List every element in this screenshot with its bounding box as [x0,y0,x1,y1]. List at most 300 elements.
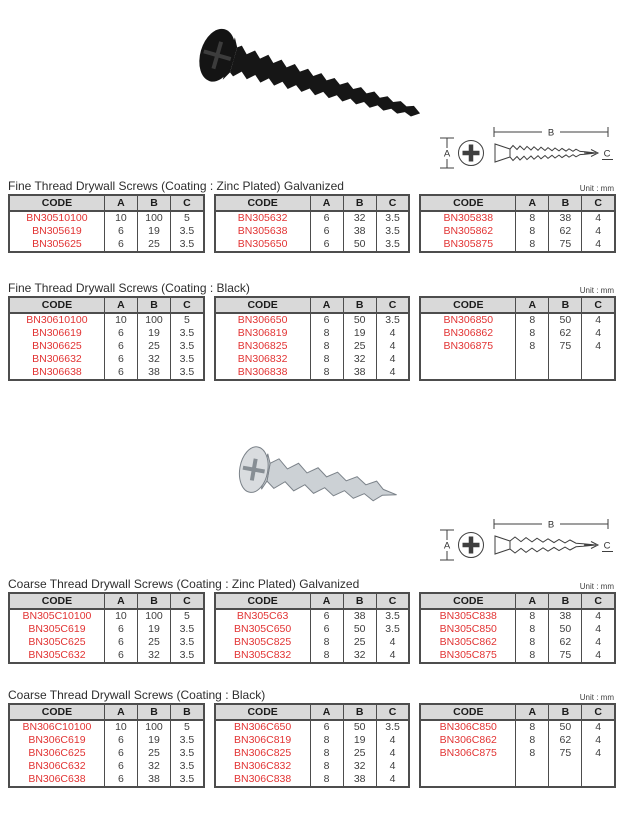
column-header: CODE [420,195,515,211]
value-cell: 8 [516,609,549,623]
column-header: C [582,704,615,720]
code-cell: BN305650 [237,238,288,250]
code-cell: BN305C832 [234,649,292,661]
column-header: B [343,297,376,313]
table-row [9,636,204,649]
table-row [215,238,410,252]
table-row [420,367,615,380]
table-row [420,313,615,327]
column-header: CODE [9,195,104,211]
value-cell: 3.5 [171,623,204,636]
table-row [215,773,410,787]
table-row [9,609,204,623]
value-cell: 4 [582,238,615,252]
column-header: CODE [420,593,515,609]
value-cell [516,761,549,774]
table-row [420,623,615,636]
section-title: Coarse Thread Drywall Screws (Coating : Zinc Plated) Galvanized [8,577,360,591]
code-cell: BN305C850 [439,623,497,635]
value-cell: 3.5 [376,609,409,623]
value-cell: 38 [343,773,376,787]
value-cell: 32 [137,760,170,773]
table-row [215,747,410,760]
section-title: Fine Thread Drywall Screws (Coating : Black) [8,281,250,295]
product-table [214,194,411,253]
value-cell [582,761,615,774]
table-row [9,353,204,366]
column-header: CODE [9,704,104,720]
value-cell: 8 [310,734,343,747]
code-cell: BN306638 [32,366,82,378]
value-cell: 4 [376,747,409,760]
code-cell: BN306825 [237,340,288,352]
table-row [9,366,204,380]
dim-label-b: B [547,519,555,531]
value-cell: 4 [376,734,409,747]
value-cell: 8 [310,327,343,340]
value-cell: 3.5 [171,649,204,663]
value-cell: 10 [104,313,137,327]
column-header: C [171,195,204,211]
value-cell: 100 [137,609,170,623]
column-header: A [310,297,343,313]
value-cell: 4 [582,623,615,636]
code-cell: BN306C832 [234,760,292,772]
column-header: A [516,297,549,313]
header-row [215,704,410,720]
column-header: C [171,297,204,313]
unit-label: Unit : mm [579,184,614,193]
value-cell: 8 [310,760,343,773]
table-row [420,238,615,252]
value-cell: 6 [104,760,137,773]
column-header: CODE [215,704,310,720]
code-cell [420,761,515,774]
code-cell: BN306875 [443,340,494,353]
dim-label-b: B [547,127,555,139]
code-cell: BN305C838 [439,610,497,622]
value-cell: 3.5 [376,211,409,225]
section-title: Coarse Thread Drywall Screws (Coating : Black) [8,688,266,702]
value-cell: 4 [582,734,615,747]
value-cell: 4 [376,636,409,649]
column-header: C [376,195,409,211]
table-row [420,225,615,238]
value-cell: 6 [310,313,343,327]
unit-label: Unit : mm [579,693,614,702]
value-cell: 62 [549,327,582,340]
value-cell: 32 [343,649,376,663]
header-row [9,593,204,609]
column-header: C [171,593,204,609]
unit-label: Unit : mm [579,582,614,591]
column-header: B [549,593,582,609]
value-cell: 6 [104,636,137,649]
code-cell: BN306C838 [234,773,292,785]
value-cell: 50 [343,720,376,734]
value-cell: 6 [104,340,137,353]
code-cell: BN306C819 [234,734,292,746]
column-header: CODE [215,593,310,609]
value-cell: 32 [137,353,170,366]
value-cell [549,761,582,774]
value-cell: 75 [549,340,582,353]
value-cell: 25 [137,747,170,760]
value-cell: 32 [137,649,170,663]
value-cell: 19 [137,623,170,636]
value-cell: 8 [310,366,343,380]
section-fine-zinc [8,180,616,253]
value-cell: 3.5 [376,238,409,252]
value-cell: 19 [137,225,170,238]
value-cell: 4 [582,636,615,649]
header-row [215,593,410,609]
dim-label-a: A [443,148,451,160]
column-header: B [549,297,582,313]
table-row [420,774,615,787]
value-cell: 4 [376,649,409,663]
value-cell: 19 [343,734,376,747]
value-cell: 4 [582,649,615,663]
table-row [9,720,204,734]
code-cell: BN306619 [32,327,82,339]
value-cell: 75 [549,238,582,252]
column-header: A [104,593,137,609]
code-cell: BN306C10100 [22,721,92,733]
value-cell: 19 [137,734,170,747]
value-cell: 6 [104,623,137,636]
value-cell: 3.5 [171,238,204,252]
value-cell: 75 [549,649,582,663]
product-table [214,296,411,381]
column-header: B [549,195,582,211]
value-cell: 4 [582,313,615,327]
value-cell: 32 [343,353,376,366]
header-row [215,297,410,313]
column-header: A [310,593,343,609]
code-cell: BN305875 [443,238,494,250]
product-table [8,703,205,788]
value-cell: 3.5 [376,720,409,734]
column-header: B [343,195,376,211]
product-table [8,194,205,253]
code-cell: BN306C850 [439,721,497,734]
column-header: B [171,704,204,720]
table-row [215,760,410,773]
code-cell: BN305619 [32,225,82,237]
value-cell: 6 [310,211,343,225]
value-cell: 6 [310,238,343,252]
black-drywall-screw-photo [183,12,423,122]
code-cell: BN30510100 [26,212,88,224]
column-header: CODE [9,593,104,609]
table-row [215,609,410,623]
code-cell: BN306C862 [439,734,497,747]
value-cell: 6 [104,366,137,380]
value-cell: 6 [310,225,343,238]
column-header: A [516,593,549,609]
table-row [9,340,204,353]
column-header: A [310,704,343,720]
column-header: A [310,195,343,211]
value-cell: 6 [104,225,137,238]
value-cell: 8 [516,313,549,327]
table-row [9,327,204,340]
value-cell: 3.5 [171,353,204,366]
header-row [9,297,204,313]
value-cell: 32 [343,760,376,773]
code-cell: BN306C619 [28,734,86,746]
unit-label: Unit : mm [579,286,614,295]
black-screw-image [183,12,423,122]
header-row [420,195,615,211]
table-row [420,340,615,353]
value-cell: 6 [310,720,343,734]
table-row [215,353,410,366]
value-cell [582,774,615,787]
code-cell: BN305C862 [439,636,497,648]
value-cell: 8 [516,327,549,340]
column-header: B [137,297,170,313]
table-row [215,366,410,380]
code-cell: BN30610100 [26,314,88,326]
dimension-diagram-fine [437,122,617,174]
table-row [420,327,615,340]
section-title: Fine Thread Drywall Screws (Coating : Zinc Plated) Galvanized [8,179,344,193]
code-cell: BN306832 [237,353,288,365]
table-row [9,760,204,773]
code-cell [420,367,515,380]
product-table [8,296,205,381]
column-header: CODE [9,297,104,313]
value-cell: 3.5 [171,636,204,649]
value-cell: 38 [343,366,376,380]
table-row [420,354,615,367]
value-cell: 8 [310,649,343,663]
table-row [9,211,204,225]
product-table [419,592,616,664]
value-cell: 100 [137,720,170,734]
table-row [420,211,615,225]
value-cell: 6 [104,353,137,366]
value-cell [549,354,582,367]
column-header: B [343,593,376,609]
table-row [215,649,410,663]
header-row [420,704,615,720]
code-cell: BN306819 [237,327,288,339]
dim-label-c: C [603,540,611,552]
value-cell: 4 [376,773,409,787]
code-cell: BN305C825 [234,636,292,648]
value-cell: 8 [516,225,549,238]
table-row [9,623,204,636]
value-cell: 8 [516,211,549,225]
table-row [420,761,615,774]
table-row [420,734,615,747]
value-cell: 6 [310,609,343,623]
product-table [419,194,616,253]
value-cell: 38 [549,609,582,623]
column-header: C [582,593,615,609]
value-cell: 4 [582,225,615,238]
table-row [9,225,204,238]
code-cell: BN306C625 [28,747,86,759]
value-cell: 25 [137,340,170,353]
code-cell: BN306632 [32,353,82,365]
column-header: A [104,297,137,313]
table-row [9,238,204,252]
value-cell: 100 [137,211,170,225]
product-table [214,703,411,788]
code-cell: BN305C10100 [22,610,92,622]
value-cell: 8 [310,773,343,787]
code-cell [420,354,515,367]
value-cell: 3.5 [376,623,409,636]
code-cell: BN306838 [237,366,288,378]
value-cell: 6 [104,649,137,663]
value-cell: 5 [171,609,204,623]
value-cell: 25 [343,340,376,353]
section-fine-black [8,282,616,381]
value-cell: 50 [343,623,376,636]
value-cell: 19 [343,327,376,340]
value-cell: 10 [104,211,137,225]
value-cell: 62 [549,636,582,649]
table-row [9,747,204,760]
value-cell: 38 [137,773,170,787]
code-cell: BN306625 [32,340,82,352]
value-cell: 38 [549,211,582,225]
value-cell: 3.5 [171,773,204,787]
code-cell: BN306650 [237,314,288,326]
section-coarse-black [8,689,616,788]
value-cell: 6 [104,327,137,340]
value-cell: 25 [137,636,170,649]
table-row [215,225,410,238]
header-row [9,195,204,211]
code-cell: BN305632 [237,212,288,224]
code-cell: BN306C875 [439,747,497,760]
column-header: A [516,704,549,720]
value-cell: 8 [310,747,343,760]
value-cell: 3.5 [376,313,409,327]
column-header: B [549,704,582,720]
value-cell: 4 [376,366,409,380]
value-cell: 8 [516,649,549,663]
value-cell: 4 [376,340,409,353]
table-row [420,720,615,734]
value-cell: 4 [582,211,615,225]
value-cell: 32 [343,211,376,225]
value-cell: 5 [171,211,204,225]
value-cell: 25 [343,636,376,649]
value-cell: 3.5 [171,225,204,238]
value-cell [549,774,582,787]
table-row [9,734,204,747]
value-cell [582,354,615,367]
table-row [215,211,410,225]
value-cell: 50 [549,313,582,327]
value-cell: 8 [516,734,549,747]
value-cell: 50 [549,720,582,734]
column-header: CODE [420,704,515,720]
table-row [420,636,615,649]
column-header: B [137,195,170,211]
column-header: C [582,195,615,211]
value-cell: 25 [343,747,376,760]
code-cell: BN306862 [443,327,494,340]
table-row [215,313,410,327]
value-cell: 75 [549,747,582,760]
code-cell: BN306C638 [28,773,86,785]
product-table [419,703,616,788]
table-row [420,609,615,623]
value-cell: 62 [549,734,582,747]
value-cell [516,774,549,787]
column-header: CODE [215,195,310,211]
header-row [420,297,615,313]
value-cell: 4 [376,353,409,366]
column-header: A [104,195,137,211]
zinc-screw-image [226,434,411,514]
value-cell: 10 [104,720,137,734]
dim-label-c: C [603,148,611,160]
code-cell: BN306850 [443,314,494,327]
code-cell: BN305C650 [234,623,292,635]
column-header: CODE [420,297,515,313]
product-table [8,592,205,664]
column-header: C [376,593,409,609]
value-cell: 50 [343,238,376,252]
value-cell: 6 [104,238,137,252]
value-cell: 38 [137,366,170,380]
phillips-head-icon [463,537,480,554]
value-cell: 4 [582,340,615,353]
value-cell: 3.5 [171,747,204,760]
code-cell: BN305625 [32,238,82,250]
code-cell: BN305C619 [28,623,86,635]
column-header: C [582,297,615,313]
value-cell: 25 [137,238,170,252]
value-cell [549,367,582,380]
dim-label-a: A [443,540,451,552]
code-cell: BN305C63 [236,610,289,622]
value-cell: 3.5 [376,225,409,238]
value-cell: 10 [104,609,137,623]
value-cell: 4 [582,327,615,340]
value-cell: 3.5 [171,760,204,773]
code-cell: BN305862 [443,225,494,237]
value-cell: 6 [104,773,137,787]
code-cell: BN305638 [237,225,288,237]
code-cell: BN306C650 [234,721,292,733]
value-cell: 5 [171,313,204,327]
value-cell: 62 [549,225,582,238]
value-cell: 6 [310,623,343,636]
value-cell: 3.5 [171,340,204,353]
value-cell: 3.5 [171,327,204,340]
table-row [420,649,615,663]
value-cell: 8 [516,340,549,353]
value-cell: 8 [516,747,549,760]
value-cell: 3.5 [171,366,204,380]
column-header: CODE [215,297,310,313]
value-cell: 50 [343,313,376,327]
value-cell: 8 [516,238,549,252]
value-cell: 4 [582,609,615,623]
product-table [419,296,616,381]
value-cell: 38 [343,609,376,623]
